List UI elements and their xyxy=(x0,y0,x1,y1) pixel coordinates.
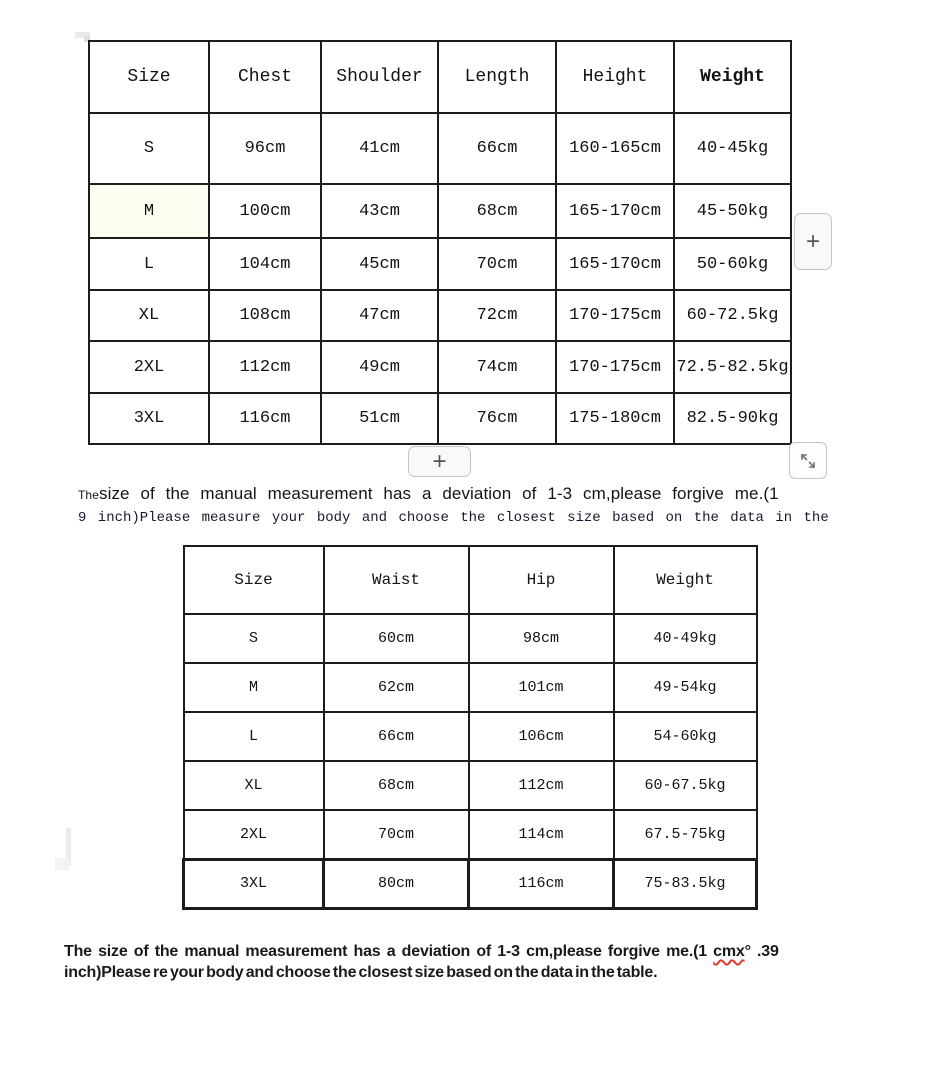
table-cell: S xyxy=(89,113,209,184)
table-cell: 2XL xyxy=(184,810,324,859)
disclaimer-prefix: The xyxy=(78,488,99,502)
table-row xyxy=(89,238,791,290)
table-header-row xyxy=(89,41,791,113)
table-cell: 66cm xyxy=(438,113,556,184)
bottom-disclaimer-tail: ° .39 xyxy=(744,943,779,960)
table-cell: 2XL xyxy=(89,341,209,393)
table-cell: 112cm xyxy=(469,761,614,810)
column-header: Length xyxy=(438,41,556,113)
table-cell: 3XL xyxy=(89,393,209,444)
table-cell: 114cm xyxy=(469,810,614,859)
table-cell: 40-45kg xyxy=(674,113,791,184)
table-cell: 60-67.5kg xyxy=(614,761,757,810)
bottom-disclaimer-line2: inch)Please re your body and choose the closest size based on the data in the table. xyxy=(64,964,658,981)
add-column-button[interactable]: + xyxy=(794,213,832,270)
table-cell: 3XL xyxy=(184,859,324,908)
table-cell: 74cm xyxy=(438,341,556,393)
table-cell: 45cm xyxy=(321,238,438,290)
table-cell: 76cm xyxy=(438,393,556,444)
lower-size-table xyxy=(182,545,758,910)
table-cell: 51cm xyxy=(321,393,438,444)
misspelled-word: cmx xyxy=(713,943,745,960)
table-row xyxy=(184,810,757,859)
column-header: Size xyxy=(184,546,324,614)
table-cell: 101cm xyxy=(469,663,614,712)
table-cell: 82.5-90kg xyxy=(674,393,791,444)
table-cell: 112cm xyxy=(209,341,321,393)
table-cell: 49cm xyxy=(321,341,438,393)
column-header: Waist xyxy=(324,546,469,614)
disclaimer-line2: 9 inch)Please measure your body and choose the closest size based on the data in the xyxy=(78,510,829,526)
expand-table-button[interactable] xyxy=(789,442,827,479)
table-cell: 160-165cm xyxy=(556,113,674,184)
table-cell: 49-54kg xyxy=(614,663,757,712)
column-header: Weight xyxy=(614,546,757,614)
table-row xyxy=(184,761,757,810)
table-row xyxy=(89,113,791,184)
table-cell: 70cm xyxy=(324,810,469,859)
table-cell: 60-72.5kg xyxy=(674,290,791,341)
table-row xyxy=(184,712,757,761)
table-cell: 62cm xyxy=(324,663,469,712)
column-header: Shoulder xyxy=(321,41,438,113)
table-cell: 43cm xyxy=(321,184,438,238)
table-cell: 72cm xyxy=(438,290,556,341)
table-cell: 47cm xyxy=(321,290,438,341)
table-cell: 106cm xyxy=(469,712,614,761)
table-row xyxy=(184,614,757,663)
table-cell: M xyxy=(184,663,324,712)
scan-artifact xyxy=(55,858,69,870)
table-header-row xyxy=(184,546,757,614)
table-row xyxy=(89,290,791,341)
table-cell: 40-49kg xyxy=(614,614,757,663)
table-cell: 75-83.5kg xyxy=(614,859,757,908)
disclaimer-line1: size of the manual measurement has a deviation of 1-3 cm,please forgive me.(1 xyxy=(98,484,779,503)
table-cell: 170-175cm xyxy=(556,341,674,393)
table-cell: 170-175cm xyxy=(556,290,674,341)
column-header: Weight xyxy=(674,41,791,113)
table-cell: 165-170cm xyxy=(556,184,674,238)
table-row xyxy=(184,663,757,712)
table-row xyxy=(89,184,791,238)
table-cell: 67.5-75kg xyxy=(614,810,757,859)
bottom-disclaimer xyxy=(64,941,876,983)
table-cell: 108cm xyxy=(209,290,321,341)
table-cell: 50-60kg xyxy=(674,238,791,290)
table-row xyxy=(89,341,791,393)
add-row-button[interactable]: + xyxy=(408,446,471,477)
table-cell: 96cm xyxy=(209,113,321,184)
table-row xyxy=(184,859,757,908)
table-cell: S xyxy=(184,614,324,663)
column-header: Chest xyxy=(209,41,321,113)
table-cell: 98cm xyxy=(469,614,614,663)
table-cell: XL xyxy=(89,290,209,341)
table-cell: 45-50kg xyxy=(674,184,791,238)
column-header: Hip xyxy=(469,546,614,614)
table-cell: 165-170cm xyxy=(556,238,674,290)
table-cell: 54-60kg xyxy=(614,712,757,761)
table-cell: 175-180cm xyxy=(556,393,674,444)
table-cell: 116cm xyxy=(469,859,614,908)
table-cell: L xyxy=(89,238,209,290)
middle-disclaimer xyxy=(78,484,884,526)
table-row xyxy=(89,393,791,444)
bottom-disclaimer-text: The size of the manual measurement has a deviation of 1-3 cm,please forgive me.(1 xyxy=(64,943,714,960)
table-cell: 80cm xyxy=(324,859,469,908)
table-cell: 68cm xyxy=(438,184,556,238)
table-cell: 60cm xyxy=(324,614,469,663)
upper-size-table xyxy=(88,40,792,445)
table-cell: 116cm xyxy=(209,393,321,444)
resize-arrows-icon xyxy=(796,449,820,473)
table-cell: 66cm xyxy=(324,712,469,761)
table-cell: L xyxy=(184,712,324,761)
table-cell: 68cm xyxy=(324,761,469,810)
table-cell: 104cm xyxy=(209,238,321,290)
table-cell: M xyxy=(89,184,209,238)
table-cell: 100cm xyxy=(209,184,321,238)
column-header: Size xyxy=(89,41,209,113)
table-cell: XL xyxy=(184,761,324,810)
column-header: Height xyxy=(556,41,674,113)
table-cell: 41cm xyxy=(321,113,438,184)
table-cell: 70cm xyxy=(438,238,556,290)
table-cell: 72.5-82.5kg xyxy=(674,341,791,393)
